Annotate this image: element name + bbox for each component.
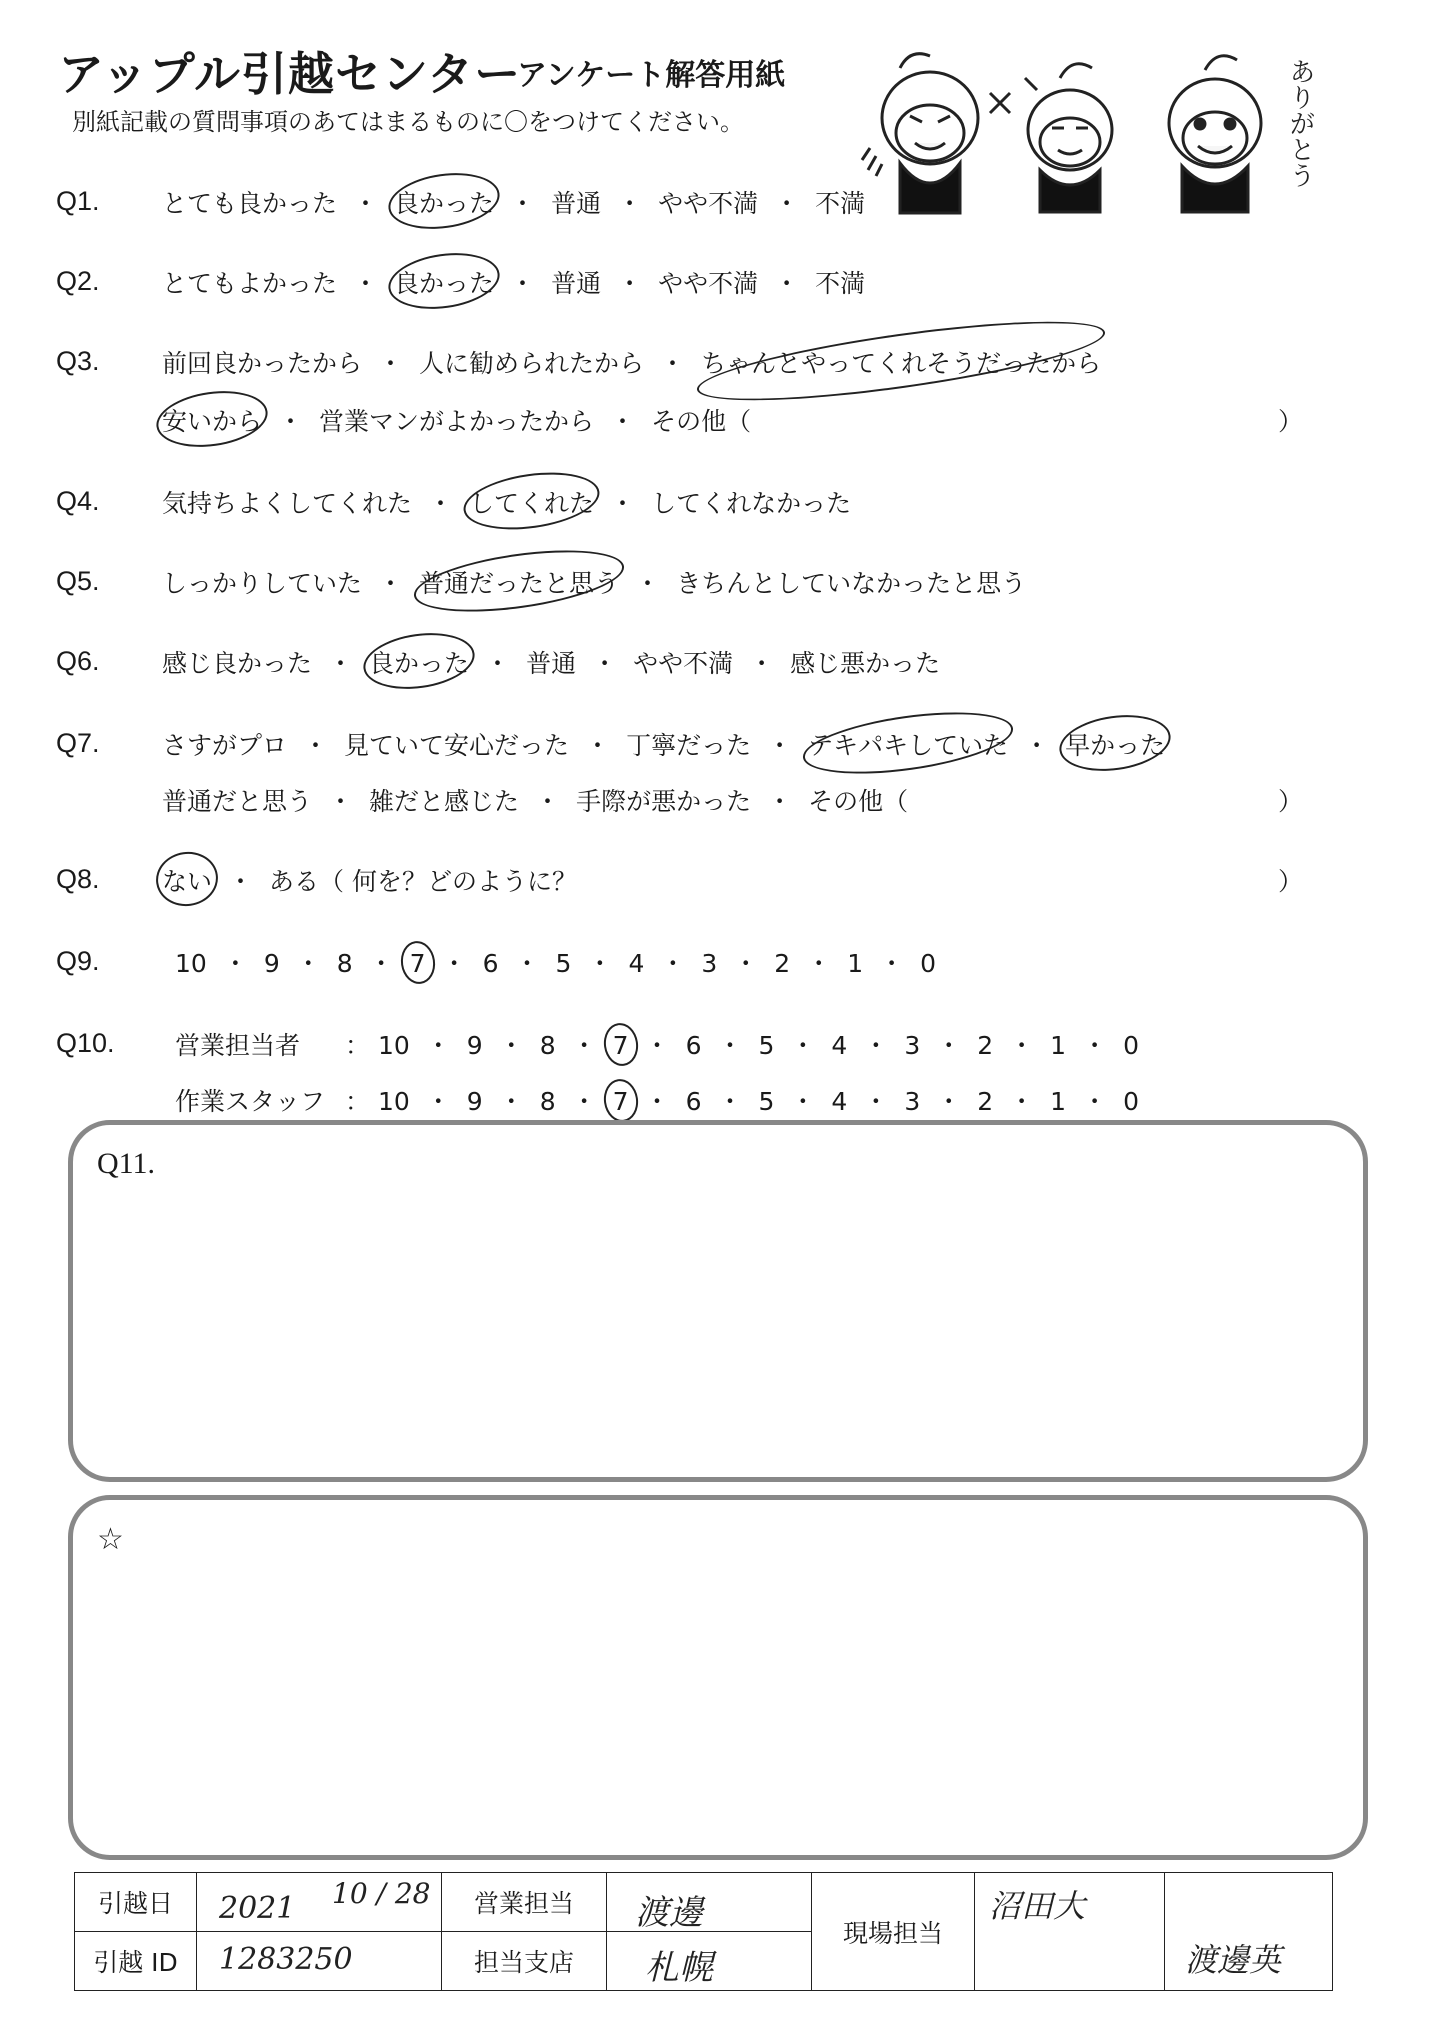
separator-dot: ・	[617, 189, 643, 218]
options-line	[162, 402, 751, 438]
answer-option[interactable]: テキパキしていた	[808, 726, 1008, 762]
answer-option[interactable]: 普通	[551, 269, 602, 298]
score-option[interactable]: 2	[977, 1087, 994, 1116]
separator-dot: ・	[767, 731, 793, 760]
question-row-q6	[0, 640, 1433, 684]
options-line	[162, 344, 1101, 380]
sales-rep-label: 営業担当	[442, 1873, 607, 1932]
move-id-value	[197, 1932, 442, 1991]
answer-option[interactable]: 普通	[551, 189, 602, 218]
answer-option[interactable]: 前回良かったから	[162, 349, 363, 378]
score-option[interactable]: 0	[920, 949, 937, 978]
separator-dot: ・	[610, 407, 636, 436]
sales-rep-label: 営業担当者	[175, 1031, 301, 1060]
answer-option[interactable]: 感じ悪かった	[790, 649, 941, 678]
separator-dot: ・	[485, 649, 511, 678]
separator-dot: ・	[774, 269, 800, 298]
close-paren: ）	[1278, 867, 1304, 896]
answer-option[interactable]: とても良かった	[162, 189, 338, 218]
score-option[interactable]: 6	[482, 949, 499, 978]
colon: ：	[345, 1087, 371, 1116]
score-option[interactable]: 1	[1050, 1031, 1067, 1060]
score-option[interactable]: 3	[904, 1087, 921, 1116]
sales-rep-value	[607, 1873, 812, 1932]
separator-dot: ・	[644, 1087, 670, 1116]
separator-dot: ・	[610, 489, 636, 518]
form-title: アップル引越センター	[58, 47, 522, 101]
answer-option[interactable]: とてもよかった	[162, 269, 338, 298]
separator-dot: ・	[936, 1031, 962, 1060]
separator-dot: ・	[1009, 1031, 1035, 1060]
move-date-year: 2021	[219, 1891, 296, 1926]
thanks-text: ありがとう	[1285, 58, 1315, 188]
score-scale	[175, 944, 936, 980]
move-date-value	[197, 1873, 442, 1932]
separator-dot: ・	[1082, 1031, 1108, 1060]
question-label: Q7.	[56, 728, 100, 758]
branch-name: 札幌	[645, 1948, 713, 1988]
answer-option[interactable]: 良かった	[394, 264, 494, 300]
q11-label: Q11.	[97, 1147, 156, 1180]
options-line	[162, 862, 577, 898]
answer-option[interactable]: やや不満	[658, 269, 759, 298]
question-row-q7	[0, 722, 1433, 766]
separator-dot: ・	[278, 407, 304, 436]
score-option[interactable]: 1	[1050, 1087, 1067, 1116]
question-row-q10-staff	[0, 1078, 1433, 1122]
answer-option[interactable]: やや不満	[658, 189, 759, 218]
score-option[interactable]: 10	[377, 1087, 410, 1116]
site-rep-name-1: 沼田大	[989, 1887, 1086, 1925]
score-option[interactable]: 9	[466, 1031, 483, 1060]
separator-dot: ・	[863, 1031, 889, 1060]
branch-label: 担当支店	[442, 1932, 607, 1991]
site-rep-value-2	[1165, 1873, 1333, 1991]
separator-dot: ・	[510, 269, 536, 298]
question-label: Q2.	[56, 266, 100, 296]
separator-dot: ・	[587, 949, 613, 978]
separator-dot: ・	[617, 269, 643, 298]
separator-dot: ・	[353, 189, 379, 218]
separator-dot: ・	[368, 949, 394, 978]
answer-option[interactable]: きちんとしていなかったと思う	[676, 569, 1027, 598]
separator-dot: ・	[660, 349, 686, 378]
score-option[interactable]: 10	[175, 949, 207, 978]
answer-option[interactable]: ある（ 何を？どのように？	[269, 867, 577, 896]
move-date-label: 引越日	[75, 1873, 197, 1932]
site-rep-label: 現場担当	[812, 1873, 975, 1991]
separator-dot: ・	[717, 1087, 743, 1116]
separator-dot: ・	[1024, 731, 1050, 760]
score-option[interactable]: 7	[612, 1087, 629, 1116]
score-option[interactable]: 0	[1123, 1031, 1139, 1060]
score-option[interactable]: 4	[831, 1087, 848, 1116]
question-row-q7-line2	[0, 778, 1433, 822]
answer-option[interactable]: 良かった	[394, 184, 494, 220]
separator-dot: ・	[498, 1031, 524, 1060]
footer-info-table	[74, 1872, 1333, 1991]
question-label: Q3.	[56, 346, 100, 376]
separator-dot: ・	[378, 569, 404, 598]
separator-dot: ・	[510, 189, 536, 218]
question-label: Q8.	[56, 864, 100, 894]
answer-option[interactable]: 手際が悪かった	[576, 787, 752, 816]
score-scale	[378, 1031, 1139, 1060]
separator-dot: ・	[863, 1087, 889, 1116]
answer-option[interactable]: 見ていて安心だった	[344, 731, 570, 760]
answer-option[interactable]: ちゃんとやってくれそうだったから	[701, 344, 1101, 380]
separator-dot: ・	[425, 1031, 451, 1060]
colon: ：	[345, 1031, 371, 1060]
answer-option[interactable]: 気持ちよくしてくれた	[162, 489, 413, 518]
question-row-q1	[0, 180, 1433, 224]
answer-option[interactable]: 不満	[815, 189, 866, 218]
separator-dot: ・	[1082, 1087, 1108, 1116]
options-line	[162, 484, 851, 520]
separator-dot: ・	[879, 949, 905, 978]
separator-dot: ・	[514, 949, 540, 978]
question-row-q9	[0, 940, 1433, 984]
separator-dot: ・	[585, 731, 611, 760]
answer-option[interactable]: してくれた	[469, 484, 594, 520]
separator-dot: ・	[328, 649, 354, 678]
answer-option[interactable]: その他（	[808, 787, 909, 816]
separator-dot: ・	[303, 731, 329, 760]
question-row-q5	[0, 560, 1433, 604]
score-option[interactable]: 9	[466, 1087, 483, 1116]
separator-dot: ・	[378, 349, 404, 378]
work-staff-label: 作業スタッフ	[175, 1087, 326, 1116]
separator-dot: ・	[498, 1087, 524, 1116]
question-label: Q6.	[56, 646, 100, 676]
separator-dot: ・	[790, 1087, 816, 1116]
separator-dot: ・	[222, 949, 248, 978]
score-option[interactable]: 5	[758, 1031, 775, 1060]
score-option[interactable]: 5	[758, 1087, 775, 1116]
answer-option[interactable]: しっかりしていた	[162, 569, 363, 598]
question-row-q3-line2	[0, 398, 1433, 442]
separator-dot: ・	[767, 787, 793, 816]
answer-option[interactable]: 雑だと感じた	[369, 787, 520, 816]
options-line	[162, 644, 940, 680]
answer-option[interactable]: 不満	[815, 269, 866, 298]
star-label: ☆	[97, 1523, 124, 1556]
separator-dot: ・	[328, 787, 354, 816]
answer-option[interactable]: ない	[162, 862, 212, 898]
score-option[interactable]: 1	[847, 949, 864, 978]
score-option[interactable]: 3	[701, 949, 718, 978]
separator-dot: ・	[571, 1031, 597, 1060]
separator-dot: ・	[441, 949, 467, 978]
options-line	[162, 564, 1026, 600]
score-option[interactable]: 0	[1123, 1087, 1139, 1116]
sales-rep-name: 渡邊	[635, 1893, 703, 1933]
separator-dot: ・	[790, 1031, 816, 1060]
answer-option[interactable]: 良かった	[369, 644, 469, 680]
answer-option[interactable]: 営業マンがよかったから	[319, 407, 595, 436]
separator-dot: ・	[425, 1087, 451, 1116]
score-option[interactable]: 8	[539, 1031, 556, 1060]
answer-option[interactable]: やや不満	[633, 649, 734, 678]
answer-option[interactable]: さすがプロ	[162, 731, 288, 760]
score-option[interactable]: 8	[539, 1087, 556, 1116]
question-row-q10	[0, 1022, 1433, 1066]
move-date-month-day: 10 / 28	[332, 1877, 431, 1910]
question-label: Q10.	[56, 1028, 115, 1058]
separator-dot: ・	[428, 489, 454, 518]
answer-option[interactable]: 感じ良かった	[162, 649, 313, 678]
answer-option[interactable]: してくれなかった	[651, 489, 852, 518]
question-row-q4	[0, 480, 1433, 524]
score-option[interactable]: 7	[612, 1031, 629, 1060]
separator-dot: ・	[295, 949, 321, 978]
answer-option[interactable]: その他（	[651, 407, 752, 436]
separator-dot: ・	[936, 1087, 962, 1116]
answer-option[interactable]: 丁寧だった	[626, 731, 752, 760]
options-line	[162, 726, 1165, 762]
question-label: Q4.	[56, 486, 100, 516]
branch-value	[607, 1932, 812, 1991]
q11-comment-box	[68, 1120, 1368, 1482]
separator-dot: ・	[717, 1031, 743, 1060]
form-subtitle: アンケート解答用紙	[517, 58, 786, 93]
score-option[interactable]: 5	[555, 949, 572, 978]
answer-option[interactable]: 早かった	[1065, 726, 1165, 762]
separator-dot: ・	[353, 269, 379, 298]
answer-option[interactable]: 普通だったと思う	[419, 564, 619, 600]
question-row-q2	[0, 260, 1433, 304]
score-option[interactable]: 3	[904, 1031, 921, 1060]
separator-dot: ・	[571, 1087, 597, 1116]
question-row-q3	[0, 340, 1433, 384]
move-id-number: 1283250	[219, 1942, 353, 1977]
score-option[interactable]: 2	[977, 1031, 994, 1060]
score-scale	[378, 1087, 1139, 1116]
sales-score-line	[175, 1026, 1139, 1062]
answer-option[interactable]: 普通	[526, 649, 577, 678]
score-option[interactable]: 10	[377, 1031, 410, 1060]
star-notes-box	[68, 1495, 1368, 1860]
separator-dot: ・	[635, 569, 661, 598]
score-option[interactable]: 4	[628, 949, 645, 978]
separator-dot: ・	[774, 189, 800, 218]
separator-dot: ・	[228, 867, 254, 896]
score-option[interactable]: 7	[409, 949, 426, 978]
answer-option[interactable]: 普通だと思う	[162, 787, 313, 816]
question-row-q8	[0, 858, 1433, 902]
separator-dot: ・	[592, 649, 618, 678]
separator-dot: ・	[644, 1031, 670, 1060]
score-option[interactable]: 2	[774, 949, 791, 978]
instruction-text: 別紙記載の質問事項のあてはまるものに〇をつけてください。	[72, 108, 744, 136]
answer-option[interactable]: 安いから	[162, 402, 262, 438]
site-rep-value-1	[975, 1873, 1165, 1991]
separator-dot: ・	[1009, 1087, 1035, 1116]
staff-score-line	[175, 1082, 1139, 1118]
score-option[interactable]: 4	[831, 1031, 848, 1060]
close-paren: ）	[1278, 407, 1304, 436]
move-id-label: 引越 ID	[75, 1932, 197, 1991]
score-option[interactable]: 6	[685, 1031, 702, 1060]
question-label: Q9.	[56, 946, 100, 976]
score-option[interactable]: 9	[263, 949, 280, 978]
close-paren: ）	[1278, 787, 1304, 816]
separator-dot: ・	[733, 949, 759, 978]
separator-dot: ・	[535, 787, 561, 816]
answer-option[interactable]: 人に勧められたから	[419, 349, 645, 378]
score-option[interactable]: 8	[336, 949, 353, 978]
separator-dot: ・	[749, 649, 775, 678]
options-line	[162, 184, 865, 220]
question-label: Q5.	[56, 566, 100, 596]
separator-dot: ・	[660, 949, 686, 978]
options-line	[162, 264, 865, 300]
site-rep-name-2: 渡邊英	[1185, 1941, 1282, 1979]
question-label: Q1.	[56, 186, 100, 216]
score-option[interactable]: 6	[685, 1087, 702, 1116]
separator-dot: ・	[806, 949, 832, 978]
options-line	[162, 782, 908, 818]
